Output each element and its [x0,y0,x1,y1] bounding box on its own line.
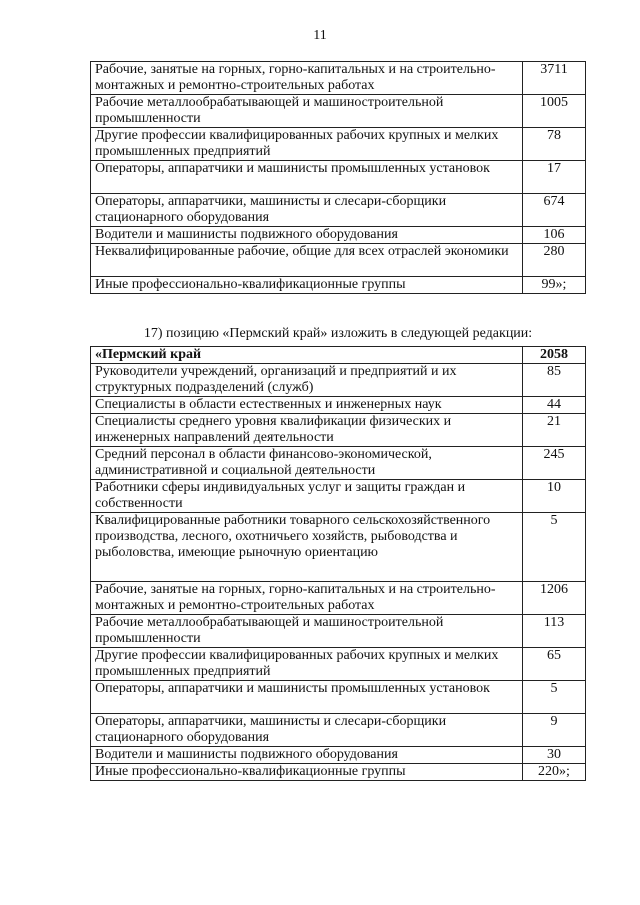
table-row [91,414,586,447]
row-value: 280 [523,244,586,277]
table-row [91,582,586,615]
table-row [91,161,586,194]
table-row [91,513,586,582]
row-label: Операторы, аппаратчики, машинисты и слесари-сборщики стационарного оборудования [91,714,523,747]
table-row [91,128,586,161]
row-label: Рабочие металлообрабатывающей и машиностроительной промышленности [91,95,523,128]
row-value: 85 [523,364,586,397]
table-row [91,447,586,480]
table-row [91,244,586,277]
occupation-table-continued [90,61,586,294]
row-label: Рабочие металлообрабатывающей и машиностроительной промышленности [91,615,523,648]
table-row [91,480,586,513]
row-value: 9 [523,714,586,747]
row-label: Рабочие, занятые на горных, горно-капитальных и на строительно-монтажных и ремонтно-строительных работах [91,582,523,615]
row-label: Руководители учреждений, организаций и предприятий и их структурных подразделений (служб) [91,364,523,397]
region-total: 2058 [523,347,586,364]
row-label: Операторы, аппаратчики и машинисты промышленных установок [91,161,523,194]
table-row [91,648,586,681]
row-value: 106 [523,227,586,244]
table-row [91,227,586,244]
table-row [91,714,586,747]
table-row [91,364,586,397]
table-row [91,764,586,781]
row-value: 3711 [523,62,586,95]
row-value: 65 [523,648,586,681]
row-label: Водители и машинисты подвижного оборудования [91,227,523,244]
row-label: Иные профессионально-квалификационные группы [91,764,523,781]
row-value: 113 [523,615,586,648]
table-row [91,747,586,764]
row-label: Специалисты в области естественных и инженерных наук [91,397,523,414]
row-label: Водители и машинисты подвижного оборудования [91,747,523,764]
row-value: 10 [523,480,586,513]
table-row [91,194,586,227]
row-value: 78 [523,128,586,161]
row-value: 44 [523,397,586,414]
row-value: 5 [523,513,586,582]
row-label: Операторы, аппаратчики, машинисты и слесари-сборщики стационарного оборудования [91,194,523,227]
row-value: 674 [523,194,586,227]
table-row [91,397,586,414]
table-row [91,95,586,128]
row-value: 1206 [523,582,586,615]
row-value: 21 [523,414,586,447]
page-number: 11 [313,28,327,43]
row-label: Средний персонал в области финансово-экономической, административной и социальной деятельности [91,447,523,480]
row-label: Неквалифицированные рабочие, общие для всех отраслей экономики [91,244,523,277]
row-label: Другие профессии квалифицированных рабочих крупных и мелких промышленных предприятий [91,128,523,161]
row-label: Операторы, аппаратчики и машинисты промышленных установок [91,681,523,714]
row-value: 5 [523,681,586,714]
row-value: 1005 [523,95,586,128]
row-label: Рабочие, занятые на горных, горно-капитальных и на строительно-монтажных и ремонтно-строительных работах [91,62,523,95]
row-label: Специалисты среднего уровня квалификации физических и инженерных направлений деятельности [91,414,523,447]
perm-krai-table [90,346,586,781]
row-label: Работники сферы индивидуальных услуг и защиты граждан и собственности [91,480,523,513]
table-row [91,277,586,294]
row-value: 99»; [523,277,586,294]
row-label: Квалифицированные работники товарного сельскохозяйственного производства, лесного, охотничьего хозяйств, рыбоводства и рыболовства, имеющие рыночную ориентацию [91,513,523,582]
table-row [91,62,586,95]
table-row [91,615,586,648]
region-name: «Пермский край [91,347,523,364]
row-label: Другие профессии квалифицированных рабочих крупных и мелких промышленных предприятий [91,648,523,681]
row-label: Иные профессионально-квалификационные группы [91,277,523,294]
row-value: 220»; [523,764,586,781]
row-value: 245 [523,447,586,480]
table-header-row [91,347,586,364]
row-value: 17 [523,161,586,194]
table-row [91,681,586,714]
amendment-instruction: 17) позицию «Пермский край» изложить в следующей редакции: [143,326,533,341]
row-value: 30 [523,747,586,764]
